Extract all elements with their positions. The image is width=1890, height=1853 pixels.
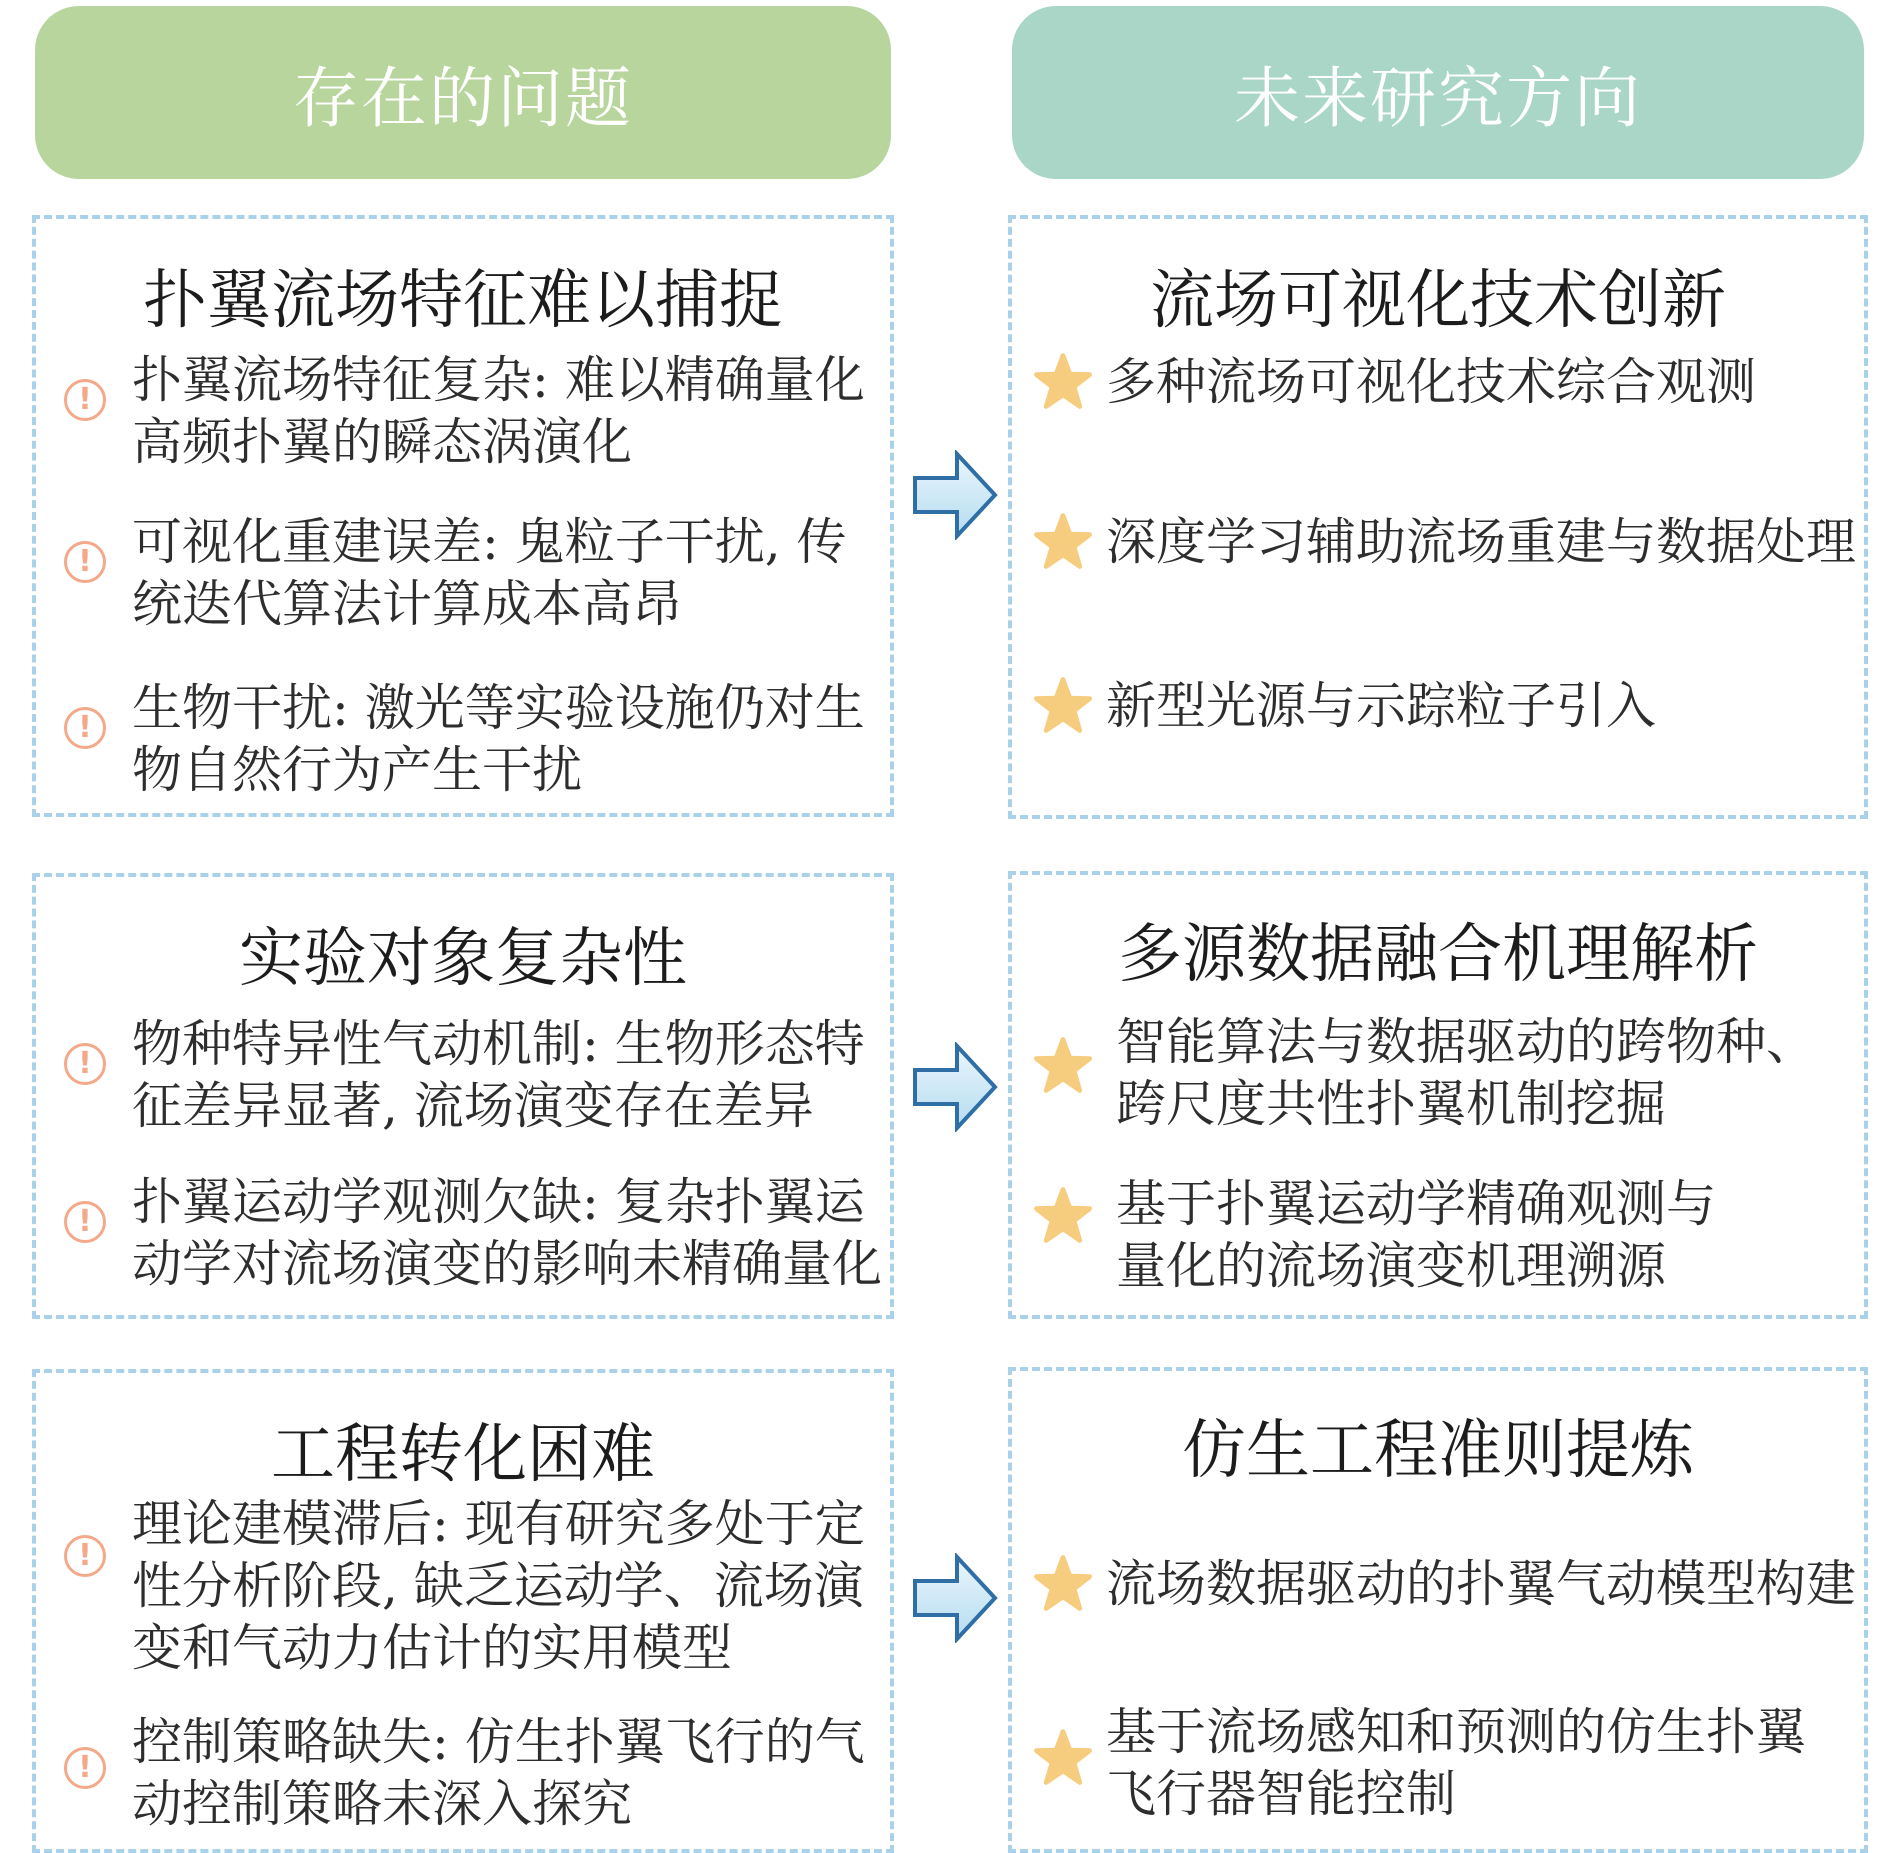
problem-box-1	[32, 215, 894, 817]
problem-item-text	[132, 349, 865, 473]
line: 理论建模滞后: 现有研究多处于定	[132, 1495, 865, 1553]
warning-circle-icon: !	[64, 541, 106, 583]
line: 可视化重建误差: 鬼粒子干扰, 传	[132, 513, 847, 571]
future-box-3	[1008, 1367, 1868, 1853]
problem-item	[64, 1493, 865, 1679]
line: 智能算法与数据驱动的跨物种、	[1116, 1013, 1816, 1071]
problem-item	[64, 1711, 865, 1835]
line: 深度学习辅助流场重建与数据处理	[1106, 513, 1856, 571]
warning-circle-icon: !	[64, 1201, 106, 1243]
line: 基于扑翼运动学精确观测与	[1116, 1175, 1716, 1233]
problems-header-label: 存在的问题	[293, 60, 633, 137]
future-item-text	[1106, 675, 1656, 737]
right-arrow-icon	[912, 1042, 998, 1132]
star-icon	[1034, 677, 1092, 733]
problem-title-2: 实验对象复杂性	[239, 922, 687, 996]
line: 流场数据驱动的扑翼气动模型构建	[1106, 1555, 1856, 1613]
future-item	[1034, 675, 1656, 737]
line: 基于流场感知和预测的仿生扑翼	[1106, 1703, 1806, 1761]
future-header	[1012, 6, 1864, 179]
problem-item-text	[132, 511, 847, 635]
star-icon	[1034, 1729, 1092, 1785]
problem-item	[64, 1171, 882, 1295]
line: 量化的流场演变机理溯源	[1116, 1237, 1666, 1295]
problem-box-3	[32, 1369, 894, 1853]
problem-item	[64, 349, 865, 473]
future-item	[1034, 351, 1756, 413]
line: 跨尺度共性扑翼机制挖掘	[1116, 1075, 1666, 1133]
problem-item-text	[132, 1013, 865, 1137]
star-icon	[1034, 1555, 1092, 1611]
future-item-text	[1106, 1553, 1856, 1615]
future-item-text	[1116, 1011, 1816, 1135]
future-item	[1034, 1173, 1716, 1297]
warning-circle-icon: !	[64, 1747, 106, 1789]
line: 变和气动力估计的实用模型	[132, 1619, 732, 1677]
line: 征差异显著, 流场演变存在差异	[132, 1077, 814, 1135]
star-icon	[1034, 1187, 1092, 1243]
problem-item-text	[132, 1493, 865, 1679]
star-icon	[1034, 513, 1092, 569]
line: 扑翼流场特征复杂: 难以精确量化	[132, 351, 865, 409]
right-arrow-icon	[912, 450, 998, 540]
line: 物自然行为产生干扰	[132, 741, 582, 799]
star-icon	[1034, 1037, 1092, 1093]
problem-item	[64, 511, 847, 635]
future-item-text	[1106, 351, 1756, 413]
line: 飞行器智能控制	[1106, 1765, 1456, 1823]
line: 扑翼运动学观测欠缺: 复杂扑翼运	[132, 1173, 865, 1231]
future-item-text	[1106, 511, 1856, 573]
line: 动控制策略未深入探究	[132, 1775, 632, 1833]
warning-circle-icon: !	[64, 1043, 106, 1085]
line: 新型光源与示踪粒子引入	[1106, 677, 1656, 735]
line: 性分析阶段, 缺乏运动学、流场演	[132, 1557, 864, 1615]
problem-title-3: 工程转化困难	[271, 1418, 655, 1492]
future-title-1: 流场可视化技术创新	[1150, 264, 1726, 338]
line: 高频扑翼的瞬态涡演化	[132, 413, 632, 471]
problem-item-text	[132, 1711, 865, 1835]
future-item-text	[1116, 1173, 1716, 1297]
future-title-3: 仿生工程准则提炼	[1182, 1414, 1694, 1488]
problems-header	[35, 6, 891, 179]
future-item	[1034, 511, 1856, 573]
future-title-2: 多源数据融合机理解析	[1118, 918, 1758, 992]
warning-circle-icon: !	[64, 1535, 106, 1577]
warning-circle-icon: !	[64, 707, 106, 749]
future-box-1	[1008, 215, 1868, 819]
problem-item	[64, 677, 865, 801]
future-header-label: 未来研究方向	[1234, 60, 1642, 137]
right-arrow-icon	[912, 1553, 998, 1643]
line: 统迭代算法计算成本高昂	[132, 575, 682, 633]
line: 动学对流场演变的影响未精确量化	[132, 1235, 882, 1293]
future-item	[1034, 1701, 1806, 1825]
problem-item-text	[132, 677, 865, 801]
warning-circle-icon: !	[64, 379, 106, 421]
line: 生物干扰: 激光等实验设施仍对生	[132, 679, 865, 737]
star-icon	[1034, 353, 1092, 409]
future-box-2	[1008, 871, 1868, 1319]
problem-item-text	[132, 1171, 882, 1295]
line: 物种特异性气动机制: 生物形态特	[132, 1015, 865, 1073]
problem-title-1: 扑翼流场特征难以捕捉	[143, 264, 783, 338]
line: 控制策略缺失: 仿生扑翼飞行的气	[132, 1713, 865, 1771]
line: 多种流场可视化技术综合观测	[1106, 353, 1756, 411]
problem-box-2	[32, 873, 894, 1319]
future-item-text	[1106, 1701, 1806, 1825]
future-item	[1034, 1553, 1856, 1615]
future-item	[1034, 1011, 1816, 1135]
problem-item	[64, 1013, 865, 1137]
